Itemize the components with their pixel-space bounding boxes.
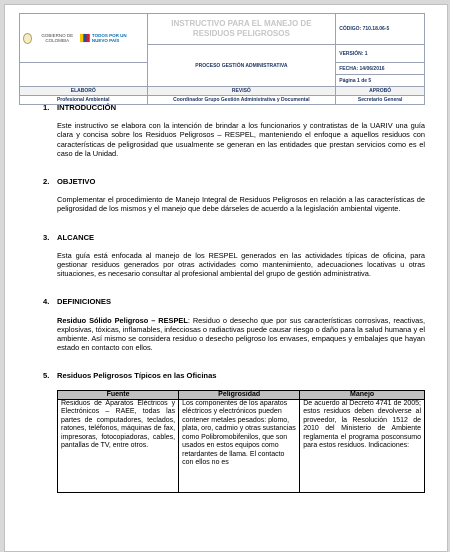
table-header-fuente: Fuente: [58, 390, 179, 399]
section-title: ALCANCE: [57, 232, 95, 242]
cell-fuente: Residuos de Aparatos Eléctricos y Electrónicos – RAEE, todas las partes de computadores, teclados, ratones, teléfonos, máquinas de fax, impresoras, fotocopiadoras, cables, pantallas de TV, entre otros.: [58, 400, 179, 493]
section-body-alcance: Esta guía está enfocada al manejo de los RESPEL generados en las actividades típicas de oficina, para gestionar residuos generados por otras actividades como mantenimiento, adecuaciones locativas u otras situaciones, es necesario consultar al profesional ambiental del grupo de gestión administrativa.: [57, 250, 425, 279]
cell-peligrosidad: Los componentes de los aparatos eléctricos y electrónicos pueden contener metales pesados: plomo, plata, oro, cadmio y otras sustancias como Polibromobifenilos, que son usados en estos equipos como retardantes de llama. El contacto con ellos no es: [179, 400, 300, 493]
aprobo-value: Secretario General: [336, 96, 425, 105]
document-body: [43, 103, 425, 493]
section-title: INTRODUCCIÓN: [57, 103, 117, 112]
residuos-table: [57, 390, 425, 493]
section-title: OBJETIVO: [57, 177, 96, 187]
section-number: 4.: [43, 297, 50, 307]
document-title: INSTRUCTIVO PARA EL MANEJO DE RESIDUOS PELIGROSOS: [147, 14, 336, 45]
colombia-seal-icon: [23, 33, 32, 44]
elaboro-label: ELABORÓ: [20, 87, 148, 96]
document-code: CÓDIGO: 710.18.06-5: [336, 14, 425, 45]
gobierno-logo-text: GOBIERNO DE COLOMBIA: [41, 33, 74, 43]
section-body-objetivo: Complementar el procedimiento de Manejo Integral de Residuos Peligrosos en relación a las características de peligrosidad de los mismos y el manejo que debe dárseles de acuerdo a la legislación ambiental vigente.: [57, 195, 425, 214]
document-page: [4, 4, 448, 552]
section-number: 1.: [43, 103, 50, 112]
table-header-manejo: Manejo: [300, 390, 425, 399]
process-name: PROCESO GESTIÓN ADMINISTRATIVA: [147, 45, 336, 87]
document-date: FECHA: 14/06/2016: [336, 63, 425, 75]
section-heading-objetivo: [43, 177, 425, 187]
gobierno-logo: [23, 33, 80, 44]
section-heading-alcance: [43, 232, 425, 242]
nuevo-pais-logo-text: TODOS POR UN NUEVO PAÍS: [91, 33, 127, 43]
section-heading-definiciones: [43, 297, 425, 307]
definition-term: Residuo Sólido Peligroso – RESPEL: [57, 315, 188, 325]
section-title: DEFINICIONES: [57, 297, 112, 307]
section-number: 5.: [43, 371, 50, 381]
todos-por-un-nuevo-pais-logo: [80, 32, 143, 44]
table-header-peligrosidad: Peligrosidad: [179, 390, 300, 399]
reviso-label: REVISÓ: [147, 87, 336, 96]
page-number: Página 1 de 5: [336, 75, 425, 87]
elaboro-value: Profesional Ambiental: [20, 96, 148, 105]
section-body-introduccion: Este instructivo se elabora con la intención de brindar a los funcionarios y contratistas de la UARIV una guía clara y concisa sobre los Residuos Peligrosos – RESPEL, manteniendo el enfoque a aquellos residuos con características de peligrosidad que usualmente se generan en las entidades que prestan servicios como es el caso de la Unidad.: [57, 121, 425, 158]
section-heading-introduccion: [43, 103, 425, 112]
document-version: VERSIÓN: 1: [336, 45, 425, 63]
logos-cell: [20, 14, 148, 63]
section-number: 3.: [43, 232, 50, 242]
cell-manejo: De acuerdo al Decreto 4741 de 2005; estos residuos deben devolverse al proveedor, la Resolución 1512 de 2010 del Ministerio de Ambiente reglamenta el programa posconsumo para estos residuos. Indicaciones:: [300, 400, 425, 493]
aprobo-label: APROBÓ: [336, 87, 425, 96]
section-title: Residuos Peligrosos Típicos en las Oficinas: [57, 371, 217, 381]
reviso-value: Coordinador Grupo Gestión Administrativa y Documental: [147, 96, 336, 105]
document-header-table: [19, 13, 425, 105]
table-row: [58, 400, 425, 493]
nuevo-pais-flag-icon: [80, 32, 90, 44]
section-body-definiciones: [57, 316, 425, 353]
definition-text: : Residuo o desecho que por sus características corrosivas, reactivas, explosivas, tóxicas, inflamables, infecciosas o radiactivas puede causar riesgo o daño para la salud humana y el ambiente. Así mismo se considera residuo o desecho peligroso los envases, empaques y embalajes que hayan estado en contacto con ellos.: [57, 315, 425, 353]
section-number: 2.: [43, 177, 50, 187]
section-heading-residuos-tipicos: [43, 371, 425, 381]
